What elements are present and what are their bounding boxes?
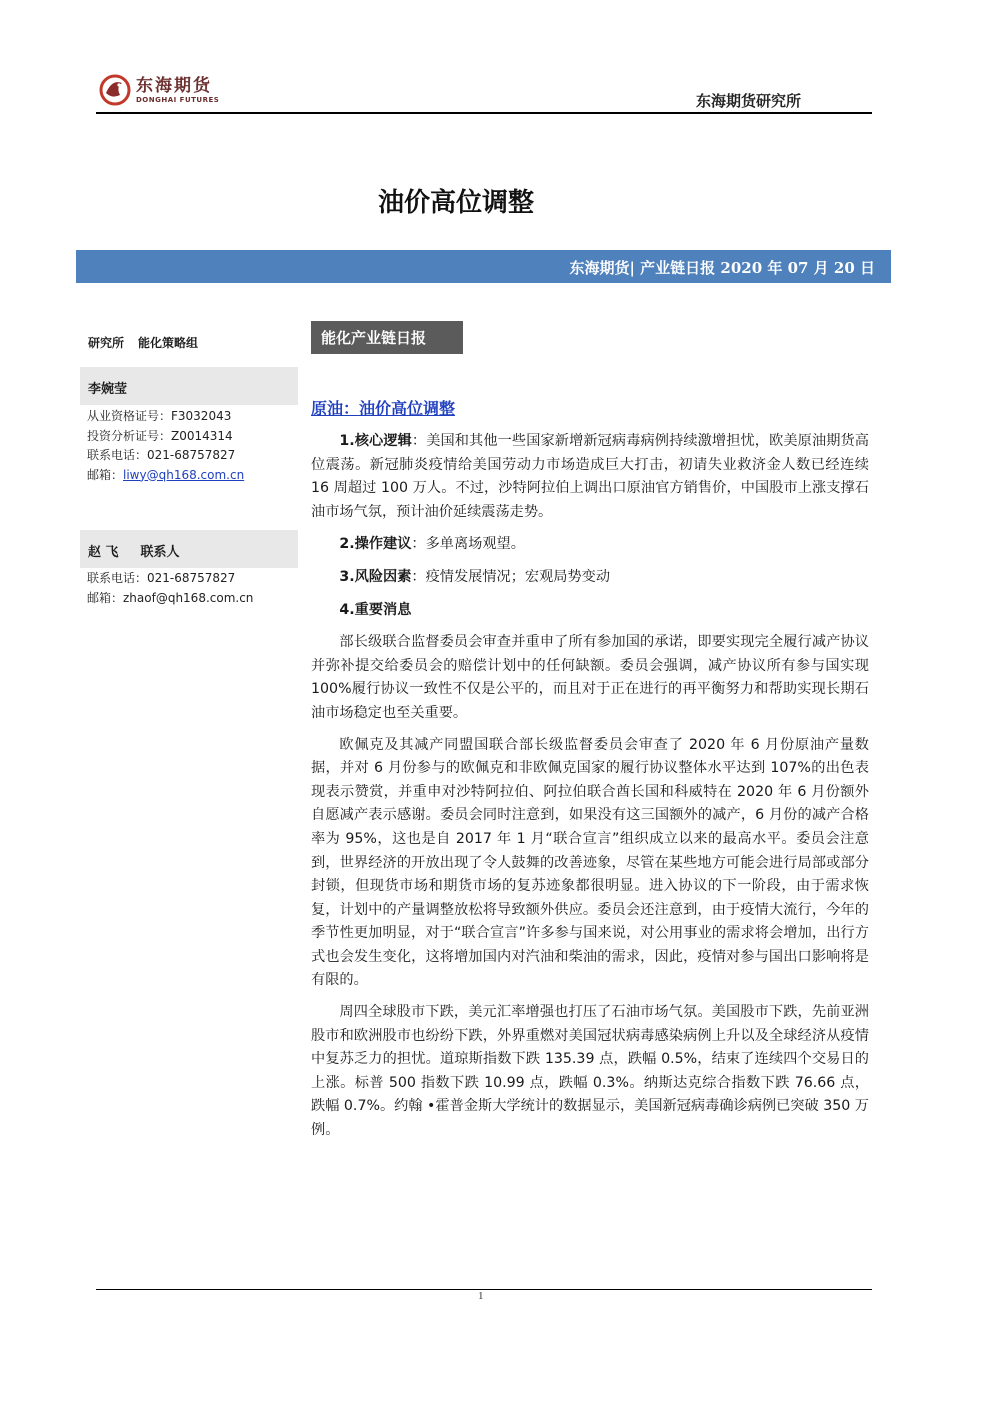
license-number: 从业资格证号：F3032043 xyxy=(87,409,232,423)
logo-english-name: DONGHAI FUTURES xyxy=(136,95,220,104)
contact-name: 赵 飞 xyxy=(88,545,119,560)
logo-chinese-name: 东海期货 xyxy=(136,75,212,96)
analyst-header xyxy=(80,367,298,405)
contact-role: 联系人 xyxy=(140,545,180,560)
risk-factors-label: 3.风险因素 xyxy=(339,568,412,585)
risk-factors-text: ：疫情发展情况；宏观局势变动 xyxy=(411,568,611,585)
analyst-info xyxy=(87,407,244,485)
risk-factors xyxy=(311,566,869,590)
trade-advice-text: ：多单离场观望。 xyxy=(411,536,525,553)
core-logic-label: 1.核心逻辑 xyxy=(339,433,412,449)
contact-phone: 联系电话：021-68757827 xyxy=(87,571,236,585)
key-news-heading xyxy=(311,599,869,623)
institute-name: 东海期货研究所 xyxy=(696,92,802,110)
email-label: 邮箱： xyxy=(87,467,124,482)
contact-info xyxy=(87,569,253,608)
analysis-license-number: 投资分析证号：Z0014314 xyxy=(87,428,233,443)
trade-advice-label: 2.操作建议 xyxy=(339,536,412,553)
report-type-tag: 能化产业链日报 xyxy=(311,321,463,354)
group-label: 能化策略组 xyxy=(138,336,199,350)
core-logic-text: ：美国和其他一些国家新增新冠病毒病例持续激增担忧，欧美原油期货高位震荡。新冠肺炎疫情给美国劳动力市场造成巨大打击，初请失业救济金人数已经连续 16 周超过 100 万人。不过，沙特阿拉伯上调出口原油官方销售价，中国股市上涨支撑石油市场气氛，预计油价延续震荡走势。 xyxy=(311,433,869,520)
news-paragraph: 部长级联合监督委员会审查并重申了所有参加国的承诺，即要实现完全履行减产协议并弥补提交给委员会的赔偿计划中的任何缺额。委员会强调，减产协议所有参与国实现 100%履行协议一致性不仅是公平的，而且对于正在进行的再平衡努力和帮助实现长期石油市场稳定也至关重要。 xyxy=(311,634,869,721)
footer-divider xyxy=(96,1289,872,1290)
team-label xyxy=(88,334,212,351)
section-heading[interactable]: 原油：油价高位调整 xyxy=(311,399,456,418)
trade-advice xyxy=(311,533,869,557)
report-banner xyxy=(76,250,891,283)
news-paragraph: 欧佩克及其减产同盟国联合部长级监督委员会审查了 2020 年 6 月份原油产量数据，并对 6 月份参与的欧佩克和非欧佩克国家的履行协议整体水平达到 107%的出色表现表示赞赏，并重申对沙特阿拉伯、阿拉伯联合酋长国和科威特在 2020 年 6 月份额外自愿减产表示感谢。委员会同时注意到，如果没有这三国额外的减产，6 月份的减产合格率为 95%，这也是自 2017 年 1 月“联合宣言”组织成立以来的最高水平。委员会注意到，世界经济的开放出现了令人鼓舞的改善迹象，尽管在某些地方可能会进行局部或部分封锁，但现货市场和期货市场的复苏迹象都很明显。进入协议的下一阶段，由于需求恢复，计划中的产量调整放松将导致额外供应。委员会还注意到，由于疫情大流行，今年的季节性更加明显，对于“联合宣言”许多参与国来说，对公用事业的需求将会增加，出行方式也会发生变化，这将增加国内对汽油和柴油的需求，因此，疫情对参与国出口影响将是有限的。 xyxy=(311,736,869,989)
report-body xyxy=(311,430,869,1151)
contact-email: 邮箱：zhaof@qh168.com.cn xyxy=(87,590,254,605)
email-link[interactable]: liwy@qh168.com.cn xyxy=(123,467,245,482)
email-row xyxy=(87,466,244,486)
contact-header xyxy=(80,530,298,568)
core-logic xyxy=(311,430,869,524)
banner-text: 东海期货| 产业链日报 2020 年 07 月 20 日 xyxy=(569,259,875,277)
header-divider xyxy=(96,112,872,114)
phone-number: 联系电话：021-68757827 xyxy=(87,448,236,462)
company-logo xyxy=(98,70,219,110)
dept-label: 研究所 xyxy=(88,336,125,350)
dragon-logo-icon xyxy=(98,73,132,107)
key-news-label: 4.重要消息 xyxy=(339,601,412,618)
analyst-name: 李婉莹 xyxy=(88,382,128,397)
document-title: 油价高位调整 xyxy=(377,188,534,218)
contact-name-row xyxy=(88,541,180,560)
page-number: 1 xyxy=(478,1290,484,1302)
news-paragraph: 周四全球股市下跌，美元汇率增强也打压了石油市场气氛。美国股市下跌，先前亚洲股市和欧洲股市也纷纷下跌，外界重燃对美国冠状病毒感染病例上升以及全球经济从疫情中复苏乏力的担忧。道琼斯指数下跌 135.39 点，跌幅 0.5%，结束了连续四个交易日的上涨。标普 500 指数下跌 10.99 点，跌幅 0.3%。纳斯达克综合指数下跌 76.66 点，跌幅 0.7%。约翰 •霍普金斯大学统计的数据显示，美国新冠病毒确诊病例已突破 350 万例。 xyxy=(311,1004,869,1139)
